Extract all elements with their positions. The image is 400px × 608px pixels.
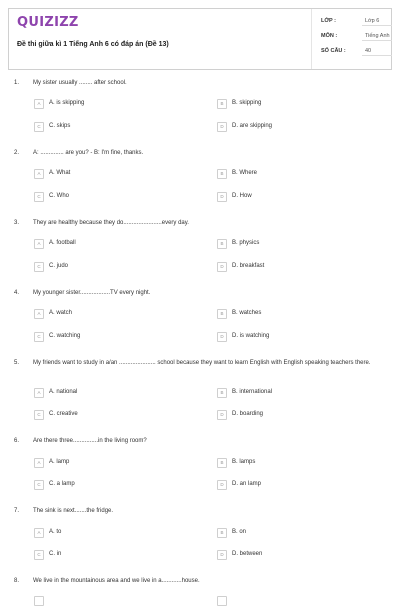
option-letter-box: A [34,99,44,109]
question-text: They are healthy because they do.......................every day. [33,220,189,226]
option-letter-box: D [217,332,227,342]
option-text: C. Who [49,193,70,199]
option-text: B. physics [232,240,260,246]
option-text: C. creative [49,411,78,417]
option-letter-box [217,596,227,606]
option-letter-box: C [34,332,44,342]
option-letter-box: A [34,309,44,319]
meta-underline [362,55,392,56]
option-letter-box: D [217,480,227,490]
option-text: D. is watching [232,333,270,339]
meta-divider [311,9,312,69]
question-number: 6. [14,438,20,444]
option-letter-box: C [34,550,44,560]
option-text: C. skips [49,123,71,129]
option-letter-box: C [34,480,44,490]
option-letter-box: D [217,122,227,132]
option-text: B. international [232,389,273,395]
question-number: 5. [14,360,20,366]
question-number: 7. [14,508,20,514]
option-letter-box: D [217,550,227,560]
question-text: Are there three...............in the living room? [33,438,147,444]
option-letter-box: A [34,528,44,538]
question-number: 4. [14,290,20,296]
meta-label: MÔN : [321,33,338,39]
option-text: D. an lamp [232,481,262,487]
option-letter-box: D [217,262,227,272]
option-letter-box: D [217,192,227,202]
option-letter-box: B [217,239,227,249]
question-text: The sink is next.......the fridge. [33,508,114,514]
option-text: B. Where [232,170,258,176]
option-text: C. watching [49,333,81,339]
option-letter-box: A [34,169,44,179]
option-letter-box: A [34,388,44,398]
meta-value: 40 [365,48,372,54]
option-text: D. between [232,551,263,557]
meta-underline [362,40,392,41]
option-letter-box: C [34,192,44,202]
option-text: C. in [49,551,62,557]
option-text: D. How [232,193,252,199]
option-letter-box: A [34,458,44,468]
option-text: C. a lamp [49,481,75,487]
question-text: My friends want to study in a/an ...................... school because they want to learn English with English speaking teachers there. [33,360,371,366]
option-letter-box [34,596,44,606]
option-text: C. judo [49,263,69,269]
option-text: D. boarding [232,411,264,417]
option-text: A. national [49,389,78,395]
question-number: 3. [14,220,20,226]
question-number: 8. [14,578,20,584]
question-text: A: .............. are you? - B: I'm fine, thanks. [33,150,144,156]
option-text: B. watches [232,310,262,316]
option-letter-box: B [217,99,227,109]
meta-underline [362,25,392,26]
option-letter-box: D [217,410,227,420]
quiz-title: Đề thi giữa kì 1 Tiếng Anh 6 có đáp án (Đề 13) [17,41,169,48]
option-text: A. watch [49,310,73,316]
option-text: A. lamp [49,459,70,465]
option-letter-box: A [34,239,44,249]
question-text: My sister usually ........ after school. [33,80,127,86]
option-text: A. football [49,240,76,246]
meta-label: SỐ CÂU : [321,48,346,54]
option-text: B. lamps [232,459,256,465]
option-letter-box: C [34,122,44,132]
option-text: D. are skipping [232,123,273,129]
question-text: We live in the mountainous area and we live in a............house. [33,578,200,584]
option-text: A. to [49,529,62,535]
meta-value: Lớp 6 [365,18,380,24]
question-text: My younger sister..................TV every night. [33,290,151,296]
option-letter-box: B [217,169,227,179]
option-letter-box: C [34,410,44,420]
meta-value: Tiếng Anh [365,33,390,39]
option-letter-box: B [217,528,227,538]
option-text: B. on [232,529,247,535]
question-number: 1. [14,80,20,86]
quiz-header [8,8,392,70]
option-letter-box: B [217,388,227,398]
option-letter-box: B [217,458,227,468]
option-letter-box: C [34,262,44,272]
option-text: A. is skipping [49,100,85,106]
option-text: A. What [49,170,71,176]
option-text: B. skipping [232,100,262,106]
meta-label: LỚP : [321,18,336,24]
option-letter-box: B [217,309,227,319]
question-number: 2. [14,150,20,156]
quizizz-logo: QUIZIZZ [17,15,79,30]
option-text: D. breakfast [232,263,265,269]
